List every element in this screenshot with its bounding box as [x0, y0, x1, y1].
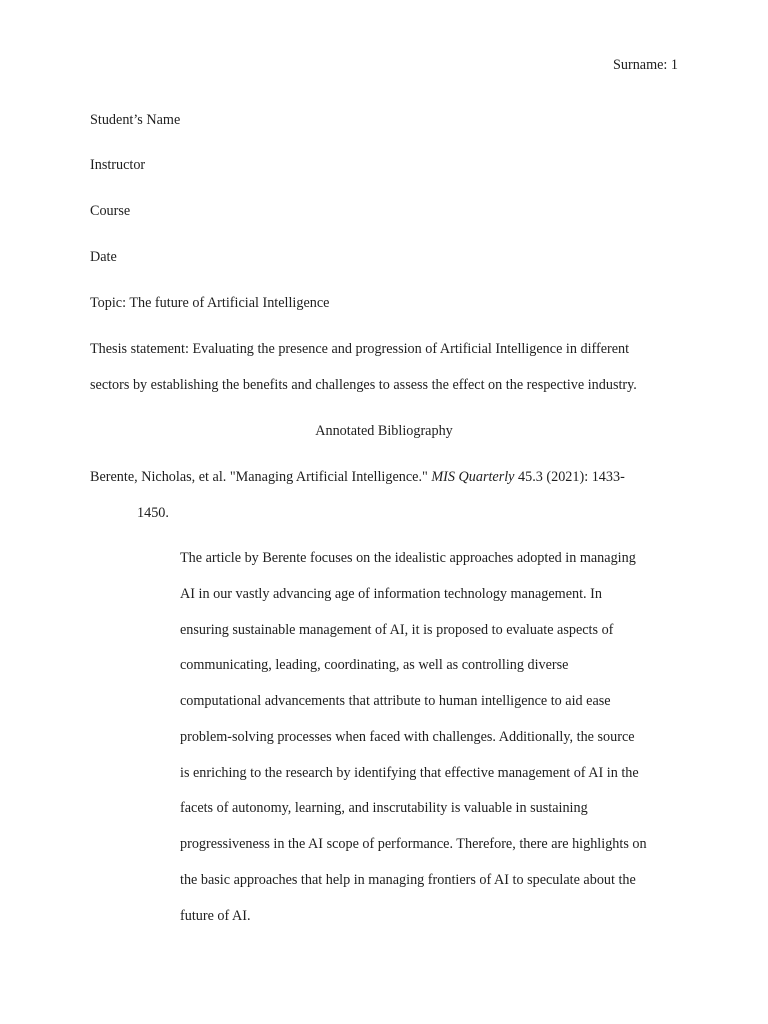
annotation-line: problem-solving processes when faced with challenges. Additionally, the source	[180, 729, 635, 745]
annotation-line: progressiveness in the AI scope of performance. Therefore, there are highlights on	[180, 836, 647, 852]
section-title: Annotated Bibliography	[315, 423, 453, 439]
date: Date	[90, 249, 117, 265]
citation-line-2: 1450.	[137, 505, 169, 521]
thesis-line-1: Thesis statement: Evaluating the presence and progression of Artificial Intelligence in different	[90, 341, 630, 357]
student-name: Student’s Name	[90, 112, 181, 128]
annotation-line: computational advancements that attribute to human intelligence to aid ease	[180, 693, 611, 709]
annotation-line: The article by Berente focuses on the idealistic approaches adopted in managing	[180, 550, 636, 566]
annotation-line: future of AI.	[180, 908, 251, 924]
citation-volume-pages: 45.3 (2021): 1433-	[514, 469, 625, 485]
running-head: Surname: 1	[612, 57, 678, 73]
thesis-line-2: sectors by establishing the benefits and challenges to assess the effect on the respective industry.	[90, 377, 637, 393]
annotation-line: communicating, leading, coordinating, as well as controlling diverse	[180, 657, 569, 673]
instructor: Instructor	[90, 157, 146, 173]
citation-authors-title: Berente, Nicholas, et al. "Managing Artificial Intelligence."	[90, 469, 432, 485]
course: Course	[90, 203, 131, 219]
annotation-line: the basic approaches that help in managing frontiers of AI to speculate about the	[180, 872, 636, 888]
topic: Topic: The future of Artificial Intelligence	[90, 295, 330, 311]
annotation-line: is enriching to the research by identifying that effective management of AI in the	[180, 765, 639, 781]
annotation-line: facets of autonomy, learning, and inscrutability is valuable in sustaining	[180, 800, 588, 816]
annotation-line: AI in our vastly advancing age of information technology management. In	[180, 586, 602, 602]
citation-line-1	[90, 470, 625, 484]
annotation-line: ensuring sustainable management of AI, it is proposed to evaluate aspects of	[180, 622, 614, 638]
citation-journal: MIS Quarterly	[431, 469, 515, 485]
